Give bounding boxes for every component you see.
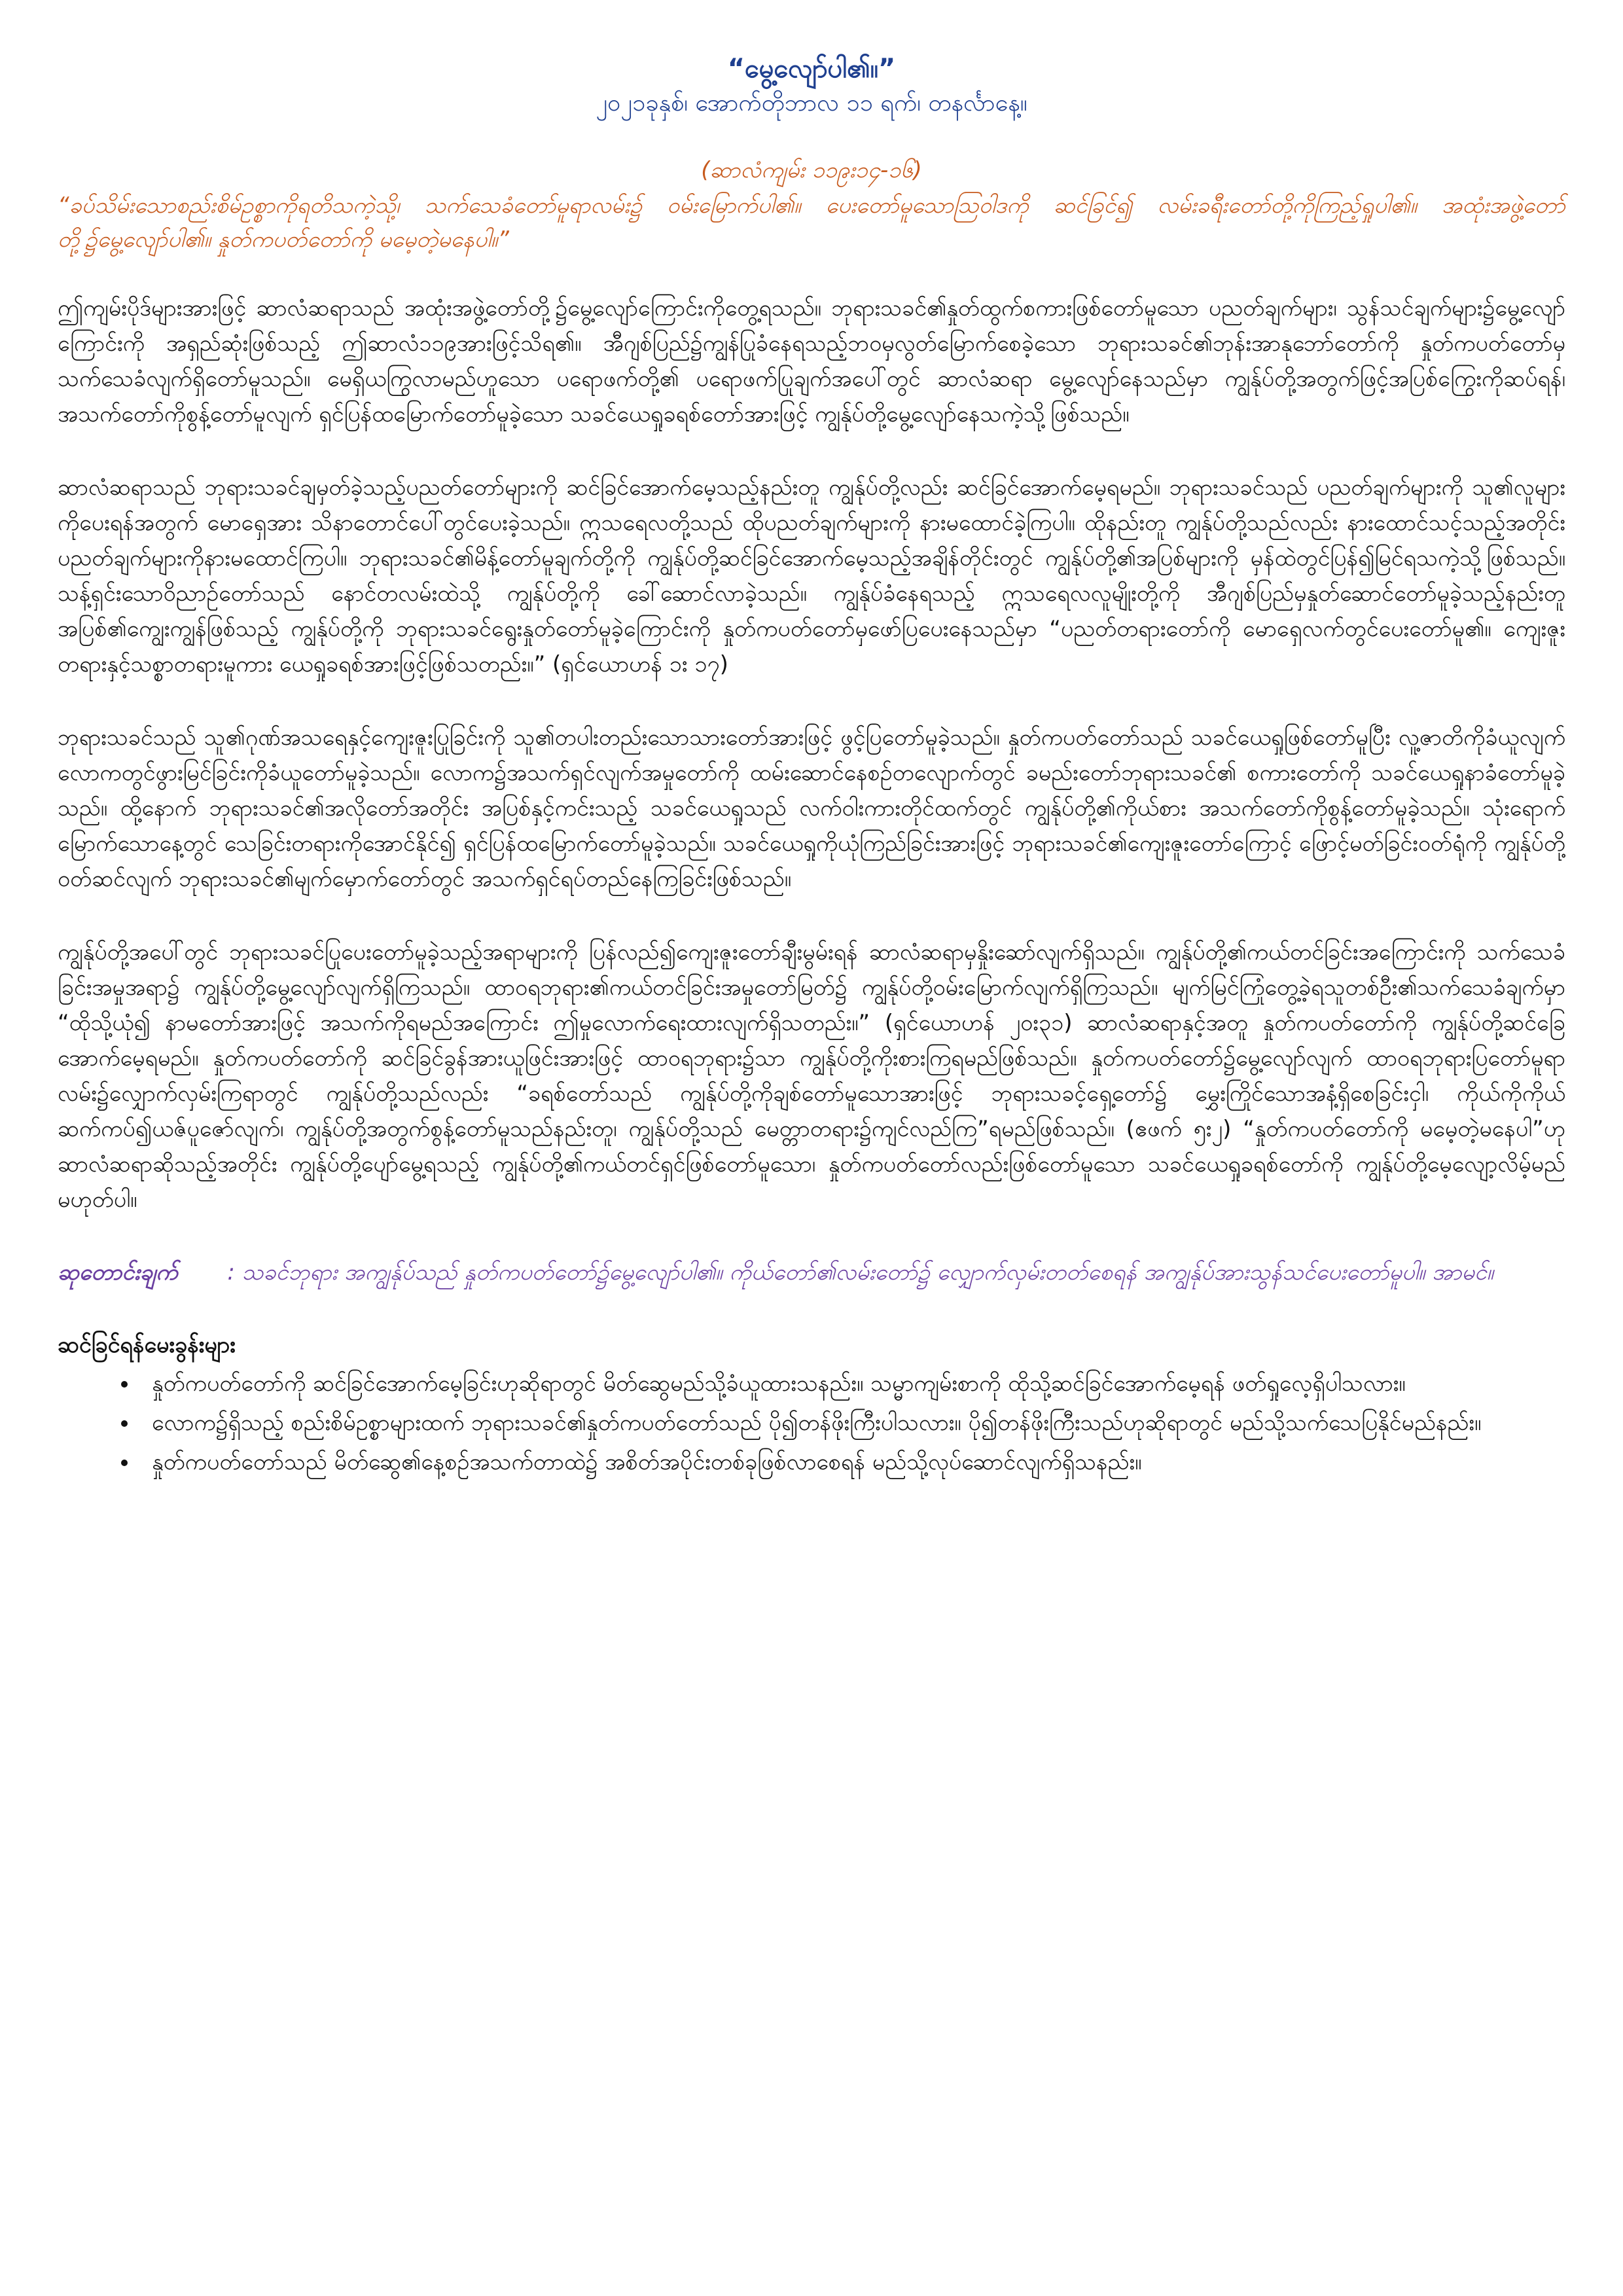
body-paragraph-1: ဤကျမ်းပိုဒ်များအားဖြင့် ဆာလံဆရာသည် အထုံးအဖွဲ့တော်တို့၌မွေ့လျော်ကြောင်းကိုတွေ့ရသည်။ ဘုရားသခင်၏နှုတ်ထွက်စကားဖြစ်တော်မူသော ပညတ်ချက်များ၊ သွန်သင်ချက်များ၌မွေ့လျော်ကြောင်းကို အရှည်ဆုံးဖြစ်သည့် ဤဆာလံ၁၁၉အားဖြင့်သိရ၏။ အီဂျစ်ပြည်၌ကျွန်ပြုခံနေရသည့်ဘဝမှလွတ်မြောက်စေခဲ့သော ဘုရားသခင်၏ဘုန်းအာနုဘော်တော်ကို နှုတ်ကပတ်တော်မှသက်သေခံလျက်ရှိတော်မူသည်။ မေရှိယကြွလာမည်ဟူသော ပရောဖက်တို့၏ ပရောဖက်ပြုချက်အပေါ်တွင် ဆာလံဆရာ မွေ့လျော်နေသည်မှာ ကျွန်ုပ်တို့အတွက်ဖြင့်အပြစ်ကြွေးကိုဆပ်ရန်၊ အသက်တော်ကိုစွန့်တော်မူလျက် ရှင်ပြန်ထမြောက်တော်မူခဲ့သော သခင်ယေရှုခရစ်တော်အားဖြင့် ကျွန်ုပ်တို့မွေ့လျော်နေသကဲ့သို့ဖြစ်သည်။ <box>58 295 1565 427</box>
page-title: “မွေ့လျော်ပါ၏။” <box>727 54 896 84</box>
questions-heading: ဆင်ခြင်ရန်မေးခွန်းများ <box>58 1332 236 1358</box>
questions-list <box>58 1367 1565 1479</box>
devotional-page <box>58 51 1565 1484</box>
prayer-block <box>58 1255 1565 1289</box>
question-item: • နှုတ်ကပတ်တော်သည် မိတ်ဆွေ၏နေ့စဉ်အသက်တာထဲ၌ အစိတ်အပိုင်းတစ်ခုဖြစ်လာစေရန် မည်သို့လုပ်ဆောင်လျက်ရှိသနည်း။ <box>139 1445 1565 1479</box>
prayer-text: : သခင်ဘုရား အကျွန်ုပ်သည် နှုတ်ကပတ်တော်၌မွေ့လျော်ပါ၏။ ကိုယ်တော်၏လမ်းတော်၌ လျှောက်လှမ်းတတ်စေရန် အကျွန်ုပ်အားသွန်သင်ပေးတော်မူပါ။ အာမင်။ <box>227 1259 1494 1285</box>
body-paragraph-2: ဆာလံဆရာသည် ဘုရားသခင်ချမှတ်ခဲ့သည့်ပညတ်တော်များကို ဆင်ခြင်အောက်မေ့သည့်နည်းတူ ကျွန်ုပ်တို့လည်း ဆင်ခြင်အောက်မေ့ရမည်။ ဘုရားသခင်သည် ပညတ်ချက်များကို သူ၏လူများကိုပေးရန်အတွက် မောရှေအား သိနာတောင်ပေါ်တွင်ပေးခဲ့သည်။ ဣသရေလတို့သည် ထိုပညတ်ချက်များကို နားမထောင်ခဲ့ကြပါ။ ထိုနည်းတူ ကျွန်ုပ်တို့သည်လည်း နားထောင်သင့်သည့်အတိုင်း ပညတ်ချက်များကိုနားမထောင်ကြပါ။ ဘုရားသခင်၏မိန့်တော်မူချက်တို့ကို ကျွန်ုပ်တို့ဆင်ခြင်အောက်မေ့သည့်အချိန်တိုင်းတွင် ကျွန်ုပ်တို့၏အပြစ်များကို မှန်ထဲတွင်ပြန်၍မြင်ရသကဲ့သို့ဖြစ်သည်။ သန့်ရှင်းသောဝိညာဉ်တော်သည် နောင်တလမ်းထဲသို့ ကျွန်ုပ်တို့ကို ခေါ်ဆောင်လာခဲ့သည်။ ကျွန်ုပ်ခံနေရသည့် ဣသရေလလူမျိုးတို့ကို အီဂျစ်ပြည်မှနှုတ်ဆောင်တော်မူခဲ့သည့်နည်းတူ အပြစ်၏ကျွေးကျွန်ဖြစ်သည့် ကျွန်ုပ်တို့ကို ဘုရားသခင်ရွေးနှုတ်တော်မူခဲ့ကြောင်းကို နှုတ်ကပတ်တော်မှဖော်ပြပေးနေသည်မှာ “ပညတ်တရားတော်ကို မောရှေလက်တွင်ပေးတော်မူ၏။ ကျေးဇူးတရားနှင့်သစ္စာတရားမူကား ယေရှုခရစ်အားဖြင့်ဖြစ်သတည်း။” (ရှင်ယောဟန် ၁း ၁၇) <box>58 475 1565 677</box>
body-paragraph-4: ကျွန်ုပ်တို့အပေါ်တွင် ဘုရားသခင်ပြုပေးတော်မူခဲ့သည့်အရာများကို ပြန်လည်၍ကျေးဇူးတော်ချီးမွမ်းရန် ဆာလံဆရာမှနှိုးဆော်လျက်ရှိသည်။ ကျွန်ုပ်တို့၏ကယ်တင်ခြင်းအကြောင်းကို သက်သေခံခြင်းအမှုအရာ၌ ကျွန်ုပ်တို့မွေ့လျော်လျက်ရှိကြသည်။ ထာဝရဘုရား၏ကယ်တင်ခြင်းအမှုတော်မြတ်၌ ကျွန်ုပ်တို့ဝမ်းမြောက်လျက်ရှိကြသည်။ မျက်မြင်ကြုံတွေ့ခဲ့ရသူတစ်ဦး၏သက်သေခံချက်မှာ “ထိုသို့ယုံ၍ နာမတော်အားဖြင့် အသက်ကိုရမည်အကြောင်း ဤမှုလောက်ရေးထားလျက်ရှိသတည်း။” (ရှင်ယောဟန် ၂၀း၃၁) ဆာလံဆရာနှင့်အတူ နှုတ်ကပတ်တော်ကို ကျွန်ုပ်တို့ဆင်ခြေအောက်မေ့ရမည်။ နှုတ်ကပတ်တော်ကို ဆင်ခြင်ခွန်အားယူဖြင်းအားဖြင့် ထာဝရဘုရား၌သာ ကျွန်ုပ်တို့ကိုးစားကြရမည်ဖြစ်သည်။ နှုတ်ကပတ်တော်၌မွေ့လျော်လျက် ထာဝရဘုရားပြတော်မူရာလမ်း၌လျှောက်လှမ်းကြရာတွင် ကျွန်ုပ်တို့သည်လည်း “ခရစ်တော်သည် ကျွန်ုပ်တို့ကိုချစ်တော်မူသောအားဖြင့် ဘုရားသခင့်ရှေ့တော်၌ မွှေးကြိုင်သောအနံ့ရှိစေခြင်းငှါ၊ ကိုယ်ကိုကိုယ်ဆက်ကပ်၍ယဇ်ပူဇော်လျက်၊ ကျွန်ုပ်တို့အတွက်စွန့်တော်မူသည်နည်းတူ၊ ကျွန်ုပ်တို့သည် မေတ္တာတရား၌ကျင်လည်ကြ”ရမည်ဖြစ်သည်။ (ဧဖက် ၅း၂) “နှုတ်ကပတ်တော်ကို မမေ့တဲ့မနေပါ”ဟု ဆာလံဆရာဆိုသည့်အတိုင်း ကျွန်ုပ်တို့ပျော်မွေ့ရသည့် ကျွန်ုပ်တို့၏ကယ်တင်ရှင်ဖြစ်တော်မူသော၊ နှုတ်ကပတ်တော်လည်းဖြစ်တော်မူသော သခင်ယေရှုခရစ်တော်ကို ကျွန်ုပ်တို့မေ့လျော့လိမ့်မည်မဟုတ်ပါ။ <box>58 939 1565 1213</box>
scripture-reference: (ဆာလံကျမ်း ၁၁၉း၁၄-၁၆) <box>701 157 922 183</box>
date-line: ၂၀၂၁ခုနှစ်၊ အောက်တိုဘာလ ၁၁ ရက်၊ တနင်္လာနေ့။ <box>596 90 1027 117</box>
prayer-label: ဆုတောင်းချက် <box>58 1259 178 1285</box>
question-item: • နှုတ်ကပတ်တော်ကို ဆင်ခြင်အောက်မေ့ခြင်းဟုဆိုရာတွင် မိတ်ဆွေမည်သို့ခံယူထားသနည်း။ သမ္မာကျမ်းစာကို ထိုသို့ဆင်ခြင်အောက်မေ့ရန် ဖတ်ရှုလေ့ရှိပါသလား။ <box>139 1367 1565 1401</box>
body-paragraph-3: ဘုရားသခင်သည် သူ၏ဂုဏ်အသရေနှင့်ကျေးဇူးပြုခြင်းကို သူ၏တပါးတည်းသောသားတော်အားဖြင့် ဖွင့်ပြတော်မူခဲ့သည်။ နှုတ်ကပတ်တော်သည် သခင်ယေရှုဖြစ်တော်မူပြီး လူ့ဇာတိကိုခံယူလျက် လောကတွင်ဖွားမြင်ခြင်းကိုခံယူတော်မူခဲ့သည်။ လောက၌အသက်ရှင်လျက်အမှုတော်ကို ထမ်းဆောင်နေစဉ်တလျောက်တွင် ခမည်းတော်ဘုရားသခင်၏ စကားတော်ကို သခင်ယေရှုနာခံတော်မူခဲ့သည်။ ထို့နောက် ဘုရားသခင်၏အလိုတော်အတိုင်း အပြစ်နှင့်ကင်းသည့် သခင်ယေရှုသည် လက်ဝါးကားတိုင်ထက်တွင် ကျွန်ုပ်တို့၏ကိုယ်စား အသက်တော်ကိုစွန့်တော်မူခဲ့သည်။ သုံးရောက်မြောက်သောနေ့တွင် သေခြင်းတရားကိုအောင်နိုင်၍ ရှင်ပြန်ထမြောက်တော်မူခဲ့သည်။ သခင်ယေရှုကိုယုံကြည်ခြင်းအားဖြင့် ဘုရားသခင်၏ကျေးဇူးတော်ကြောင့် ဖြောင့်မတ်ခြင်းဝတ်ရုံကို ကျွန်ုပ်တို့ဝတ်ဆင်လျက် ဘုရားသခင်၏မျက်မှောက်တော်တွင် အသက်ရှင်ရပ်တည်နေကြခြင်းဖြစ်သည်။ <box>58 725 1565 892</box>
scripture-text: “ခပ်သိမ်းသောစည်းစိမ်ဥစ္စာကိုရတိသကဲ့သို့၊ သက်သေခံတော်မူရာလမ်း၌ ဝမ်းမြောက်ပါ၏။ ပေးတော်မူသောဩဝါဒကို ဆင်ခြင်၍ လမ်းခရီးတော်တို့ကိုကြည့်ရှုပါ၏။ အထုံးအဖွဲ့တော်တို့၌မွေ့လျော်ပါ၏။ နှုတ်ကပတ်တော်ကို မမေ့တဲ့မနေပါ။” <box>58 192 1565 253</box>
question-item: • လောက၌ရှိသည့် စည်းစိမ်ဥစ္စာများထက် ဘုရားသခင်၏နှုတ်ကပတ်တော်သည် ပို၍တန်ဖိုးကြီးပါသလား။ ပို၍တန်ဖိုးကြီးသည်ဟုဆိုရာတွင် မည်သို့သက်သေပြနိုင်မည်နည်း။ <box>139 1406 1565 1440</box>
